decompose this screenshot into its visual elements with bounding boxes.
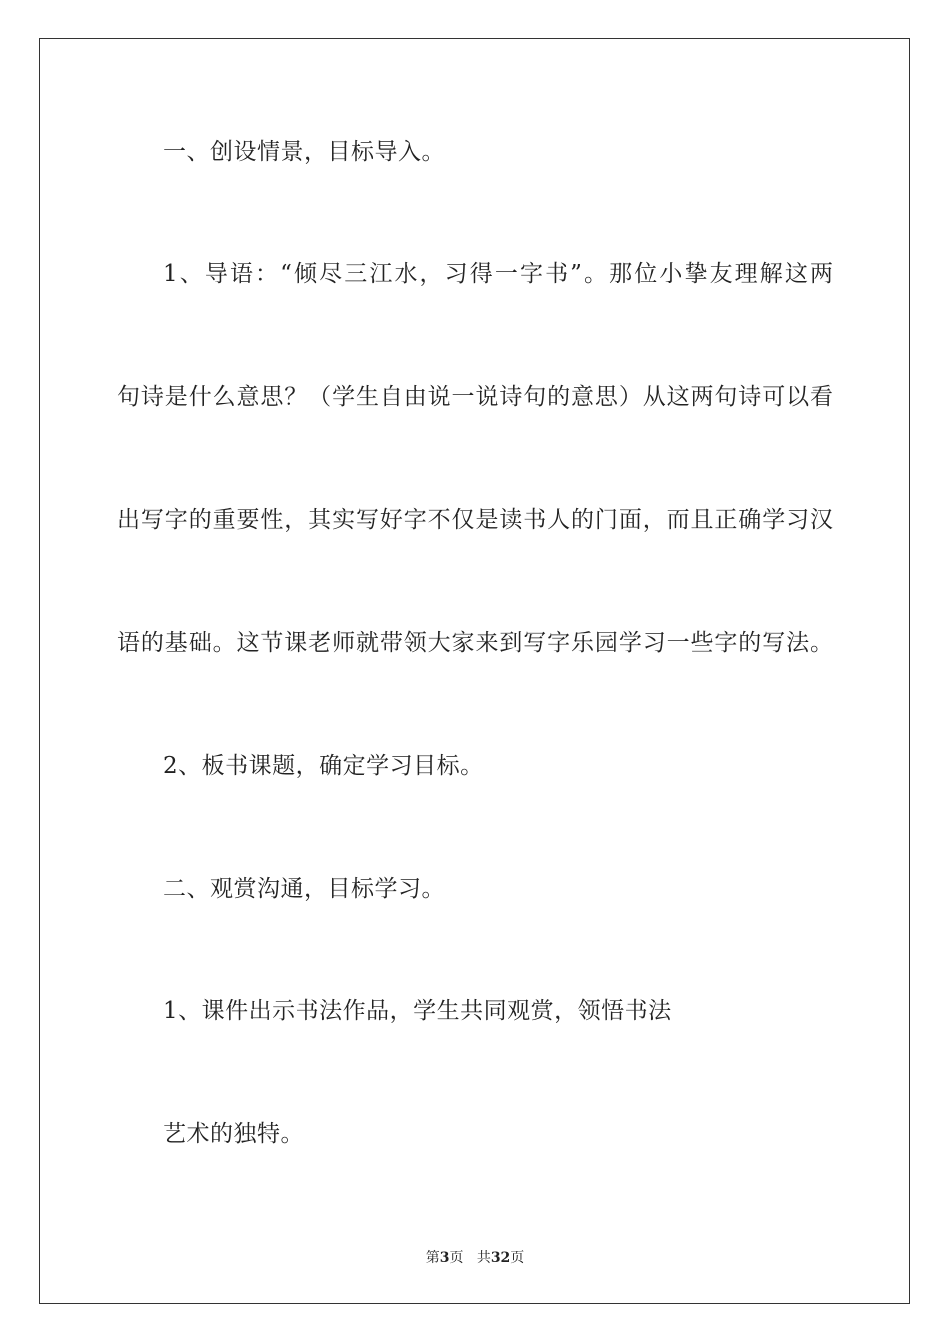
page-suffix: 页 — [449, 1250, 464, 1266]
total-suffix: 页 — [510, 1250, 525, 1266]
paragraph-line: 艺术的独特。 — [163, 1121, 304, 1147]
section-heading-2: 二、观赏沟通，目标学习。 — [163, 876, 445, 902]
page-number: 3 — [439, 1250, 450, 1266]
paragraph-line: 1、导语：“倾尽三江水，习得一字书”。那位小挚友理解这两 — [163, 261, 833, 287]
total-prefix: 共 — [476, 1250, 491, 1266]
paragraph-line: 句诗是什么意思？（学生自由说一说诗句的意思）从这两句诗可以看 — [117, 384, 833, 410]
page-footer — [0, 1248, 950, 1268]
paragraph-line: 语的基础。这节课老师就带领大家来到写字乐园学习一些字的写法。 — [117, 630, 833, 656]
paragraph-line: 1、课件出示书法作品，学生共同观赏，领悟书法 — [163, 998, 672, 1024]
paragraph-line: 出写字的重要性，其实写好字不仅是读书人的门面，而且正确学习汉 — [117, 507, 833, 533]
page-prefix: 第 — [425, 1250, 440, 1266]
page-border — [39, 38, 910, 1304]
paragraph-line: 2、板书课题，确定学习目标。 — [163, 753, 484, 779]
section-heading-1: 一、创设情景，目标导入。 — [163, 139, 445, 165]
total-pages: 32 — [490, 1250, 511, 1266]
